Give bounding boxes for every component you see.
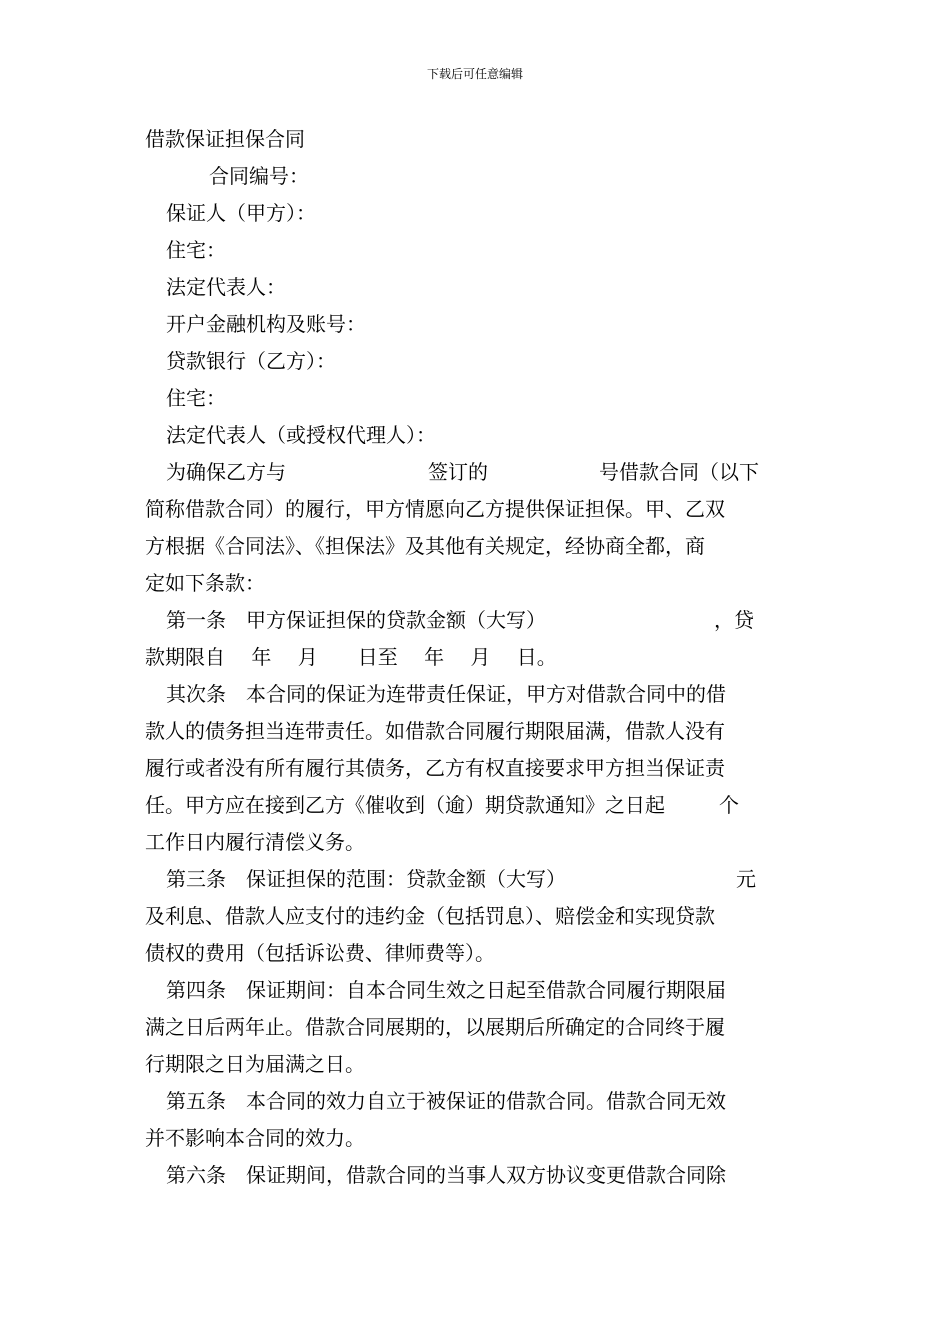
article-2-line-4 xyxy=(145,787,805,824)
document-body xyxy=(145,121,805,1194)
article-2-line-3: 履行或者没有所有履行其债务，乙方有权直接要求甲方担当保证责 xyxy=(145,756,725,780)
article-5-line-2: 并不影响本合同的效力。 xyxy=(145,1126,365,1150)
article-1-line-1 xyxy=(145,602,805,639)
article-1-text-a: 第一条 甲方保证担保的贷款金额（大写） xyxy=(166,608,546,632)
article-2-line-1: 其次条 本合同的保证为连带责任保证，甲方对借款合同中的借 xyxy=(166,682,726,706)
field-lender-address: 住宅： xyxy=(166,386,226,410)
page-header: 下载后可任意编辑 xyxy=(426,67,523,81)
intro-text-b: 签订的 xyxy=(428,460,488,484)
article-4-line-1: 第四条 保证期间：自本合同生效之日起至借款合同履行期限届 xyxy=(166,978,726,1002)
article-3-line-1 xyxy=(145,861,805,898)
intro-line-3: 方根据《合同法》、《担保法》及其他有关规定，经协商全都，商 xyxy=(145,534,705,558)
intro-line-2: 简称借款合同）的履行，甲方情愿向乙方提供保证担保。甲、乙双 xyxy=(145,497,725,521)
article-3-text-b: 元 xyxy=(736,867,756,891)
field-guarantor: 保证人（甲方）： xyxy=(166,201,316,225)
field-bank-account: 开户金融机构及账号： xyxy=(166,312,366,336)
article-1-text-b: ，贷 xyxy=(714,608,754,632)
field-guarantor-address: 住宅： xyxy=(166,238,226,262)
article-2-text-a: 任。甲方应在接到乙方《催收到（逾）期贷款通知》之日起 xyxy=(145,793,665,817)
article-6-line-1: 第六条 保证期间，借款合同的当事人双方协议变更借款合同除 xyxy=(166,1163,726,1187)
article-3-text-a: 第三条 保证担保的范围：贷款金额（大写） xyxy=(166,867,566,891)
field-guarantor-legal-rep: 法定代表人： xyxy=(166,275,286,299)
article-5-line-1: 第五条 本合同的效力自立于被保证的借款合同。借款合同无效 xyxy=(166,1089,726,1113)
intro-line-4: 定如下条款： xyxy=(145,571,265,595)
article-2-line-5: 工作日内履行清偿义务。 xyxy=(145,830,365,854)
intro-line-1 xyxy=(145,454,805,491)
field-lender-bank: 贷款银行（乙方）： xyxy=(166,349,336,373)
contract-number-label: 合同编号： xyxy=(209,164,309,188)
intro-text-a: 为确保乙方与 xyxy=(166,460,286,484)
article-2-line-2: 款人的债务担当连带责任。如借款合同履行期限届满，借款人没有 xyxy=(145,719,725,743)
article-4-line-2: 满之日后两年止。借款合同展期的，以展期后所确定的合同终于履 xyxy=(145,1015,725,1039)
intro-text-c: 号借款合同（以下 xyxy=(599,460,759,484)
article-3-line-3: 债权的费用（包括诉讼费、律师费等）。 xyxy=(145,941,495,965)
document-title: 借款保证担保合同 xyxy=(145,127,305,151)
field-lender-legal-rep: 法定代表人（或授权代理人）： xyxy=(166,423,436,447)
article-4-line-3: 行期限之日为届满之日。 xyxy=(145,1052,365,1076)
article-3-line-2: 及利息、借款人应支付的违约金（包括罚息）、赔偿金和实现贷款 xyxy=(145,904,715,928)
article-1-line-2: 款期限自 年 月 日至 年 月 日。 xyxy=(145,645,557,669)
article-2-text-b: 个 xyxy=(719,793,739,817)
